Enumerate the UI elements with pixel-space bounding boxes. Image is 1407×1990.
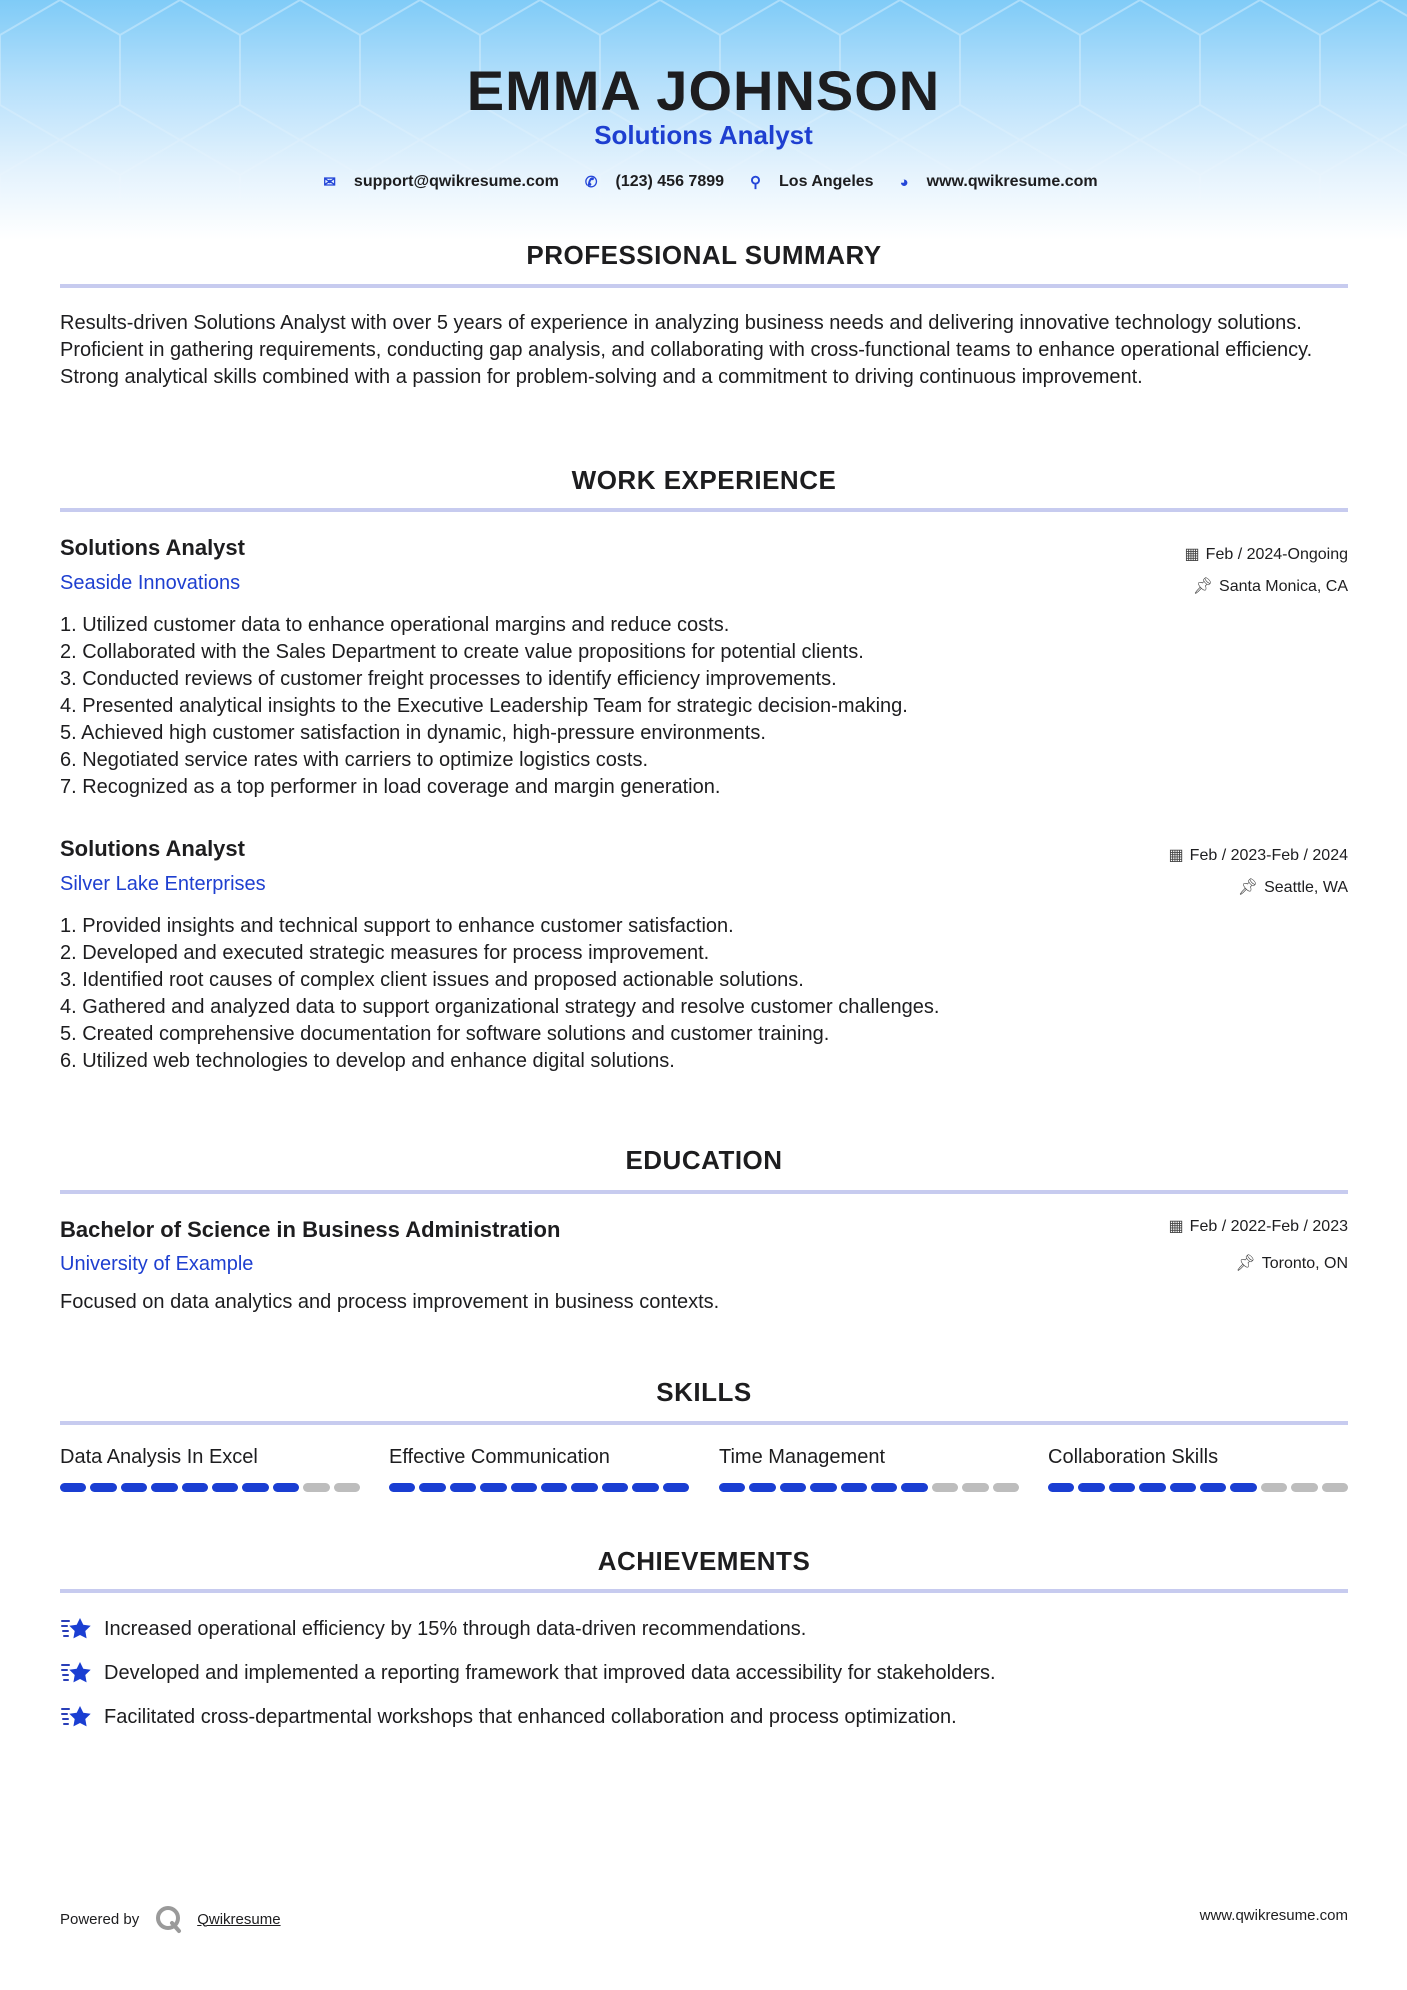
job-title: Solutions Analyst xyxy=(594,120,813,150)
list-item: 6. Utilized web technologies to develop and enhance digital solutions. xyxy=(60,1050,675,1072)
job-bullets-2 xyxy=(60,913,939,1075)
list-item: 3. Identified root causes of complex client issues and proposed actionable solutions. xyxy=(60,969,804,991)
list-item: 1. Provided insights and technical support to enhance customer satisfaction. xyxy=(60,915,734,937)
powered-by-label: Powered by xyxy=(60,1910,140,1928)
candidate-name: EMMA JOHNSON xyxy=(466,59,941,122)
skill-dot-filled xyxy=(571,1483,597,1492)
skill-dot-filled xyxy=(212,1483,238,1492)
divider xyxy=(60,1589,1348,1593)
education-location xyxy=(1235,1253,1348,1273)
globe-icon: ◕ xyxy=(899,173,909,191)
skill-item xyxy=(389,1446,689,1492)
education-heading: EDUCATION xyxy=(625,1145,783,1175)
divider xyxy=(60,1190,1348,1194)
skill-dot-filled xyxy=(389,1483,415,1492)
job-bullets-1 xyxy=(60,612,908,801)
skill-dot-filled xyxy=(242,1483,268,1492)
contact-bar xyxy=(0,173,1407,191)
skill-dot-filled xyxy=(719,1483,745,1492)
job-title-2: Solutions Analyst xyxy=(60,836,245,861)
list-item: 5. Achieved high customer satisfaction in dynamic, high-pressure environments. xyxy=(60,722,766,744)
achievement-item xyxy=(60,1703,957,1731)
skill-name: Effective Communication xyxy=(389,1446,610,1468)
calendar-icon: ▦ xyxy=(1184,546,1200,563)
phone-text: (123) 456 7899 xyxy=(615,173,725,190)
skill-dot-filled xyxy=(871,1483,897,1492)
achievement-item xyxy=(60,1615,806,1643)
calendar-icon: ▦ xyxy=(1168,1218,1184,1235)
skill-dot-filled xyxy=(810,1483,836,1492)
skill-dot-empty xyxy=(1261,1483,1287,1492)
skill-level-bar xyxy=(60,1483,360,1492)
skill-dot-empty xyxy=(932,1483,958,1492)
company-1: Seaside Innovations xyxy=(60,572,241,594)
location-text: Toronto, ON xyxy=(1261,1255,1348,1272)
qwikresume-logo-icon xyxy=(153,1904,183,1934)
website-link[interactable]: www.qwikresume.com xyxy=(926,173,1098,190)
skill-dot-filled xyxy=(901,1483,927,1492)
skill-dot-filled xyxy=(480,1483,506,1492)
achievement-text: Increased operational efficiency by 15% through data-driven recommendations. xyxy=(104,1617,807,1640)
skill-dot-empty xyxy=(993,1483,1019,1492)
footer-website-link[interactable]: www.qwikresume.com xyxy=(1199,1907,1348,1924)
job-location-2 xyxy=(1238,877,1348,897)
location-text: Santa Monica, CA xyxy=(1219,578,1348,595)
skill-dot-empty xyxy=(303,1483,329,1492)
calendar-icon: ▦ xyxy=(1168,847,1184,864)
skill-dot-filled xyxy=(663,1483,689,1492)
skill-item xyxy=(1048,1446,1348,1492)
star-icon xyxy=(60,1659,92,1687)
list-item: 2. Developed and executed strategic measures for process improvement. xyxy=(60,942,710,964)
list-item: 7. Recognized as a top performer in load coverage and margin generation. xyxy=(60,776,721,798)
summary-text: Results-driven Solutions Analyst with over 5 years of experience in analyzing business needs and delivering innovative technology solutions. Proficient in gathering requirements, conducting gap analysis, and collaborating with cross-functional teams to enhance operational efficiency. Strong analytical skills combined with a passion for problem-solving and a commitment to driving continuous improvement. xyxy=(60,312,1313,388)
skill-dot-empty xyxy=(1291,1483,1317,1492)
skill-dot-filled xyxy=(632,1483,658,1492)
achievement-text: Developed and implemented a reporting framework that improved data accessibility for stakeholders. xyxy=(104,1661,996,1684)
email-link[interactable]: support@qwikresume.com xyxy=(353,173,559,190)
skill-dot-empty xyxy=(962,1483,988,1492)
skill-dot-filled xyxy=(90,1483,116,1492)
dates-text: Feb / 2022-Feb / 2023 xyxy=(1189,1218,1348,1235)
envelope-icon: ✉ xyxy=(323,174,336,191)
job-title-1: Solutions Analyst xyxy=(60,535,245,560)
skill-dot-filled xyxy=(1109,1483,1135,1492)
location-text: Seattle, WA xyxy=(1264,879,1348,896)
skill-dot-filled xyxy=(121,1483,147,1492)
skill-name: Data Analysis In Excel xyxy=(60,1446,258,1468)
skill-dot-filled xyxy=(1048,1483,1074,1492)
location-text: Los Angeles xyxy=(779,173,874,190)
list-item: 1. Utilized customer data to enhance operational margins and reduce costs. xyxy=(60,614,730,636)
skill-dot-filled xyxy=(1170,1483,1196,1492)
skill-dot-filled xyxy=(60,1483,86,1492)
divider xyxy=(60,284,1348,288)
achievement-item xyxy=(60,1659,996,1687)
job-dates-1 xyxy=(1185,544,1348,564)
summary-heading: PROFESSIONAL SUMMARY xyxy=(526,240,882,270)
list-item: 4. Presented analytical insights to the Executive Leadership Team for strategic decision-making. xyxy=(60,695,908,717)
skill-dot-empty xyxy=(334,1483,360,1492)
skill-dot-filled xyxy=(541,1483,567,1492)
star-icon xyxy=(60,1703,92,1731)
skill-dot-filled xyxy=(273,1483,299,1492)
skill-dot-filled xyxy=(1139,1483,1165,1492)
skill-dot-filled xyxy=(182,1483,208,1492)
skill-dot-filled xyxy=(602,1483,628,1492)
skill-level-bar xyxy=(719,1483,1019,1492)
skill-dot-filled xyxy=(1200,1483,1226,1492)
degree: Bachelor of Science in Business Administration xyxy=(60,1217,561,1242)
footer-powered-by xyxy=(60,1904,281,1934)
phone-icon: ✆ xyxy=(584,174,598,191)
skill-item xyxy=(60,1446,360,1492)
experience-heading: WORK EXPERIENCE xyxy=(571,465,837,495)
list-item: 6. Negotiated service rates with carriers to optimize logistics costs. xyxy=(60,749,648,771)
list-item: 5. Created comprehensive documentation for software solutions and customer training. xyxy=(60,1023,830,1045)
skill-item xyxy=(719,1446,1019,1492)
list-item: 3. Conducted reviews of customer freight processes to identify efficiency improvements. xyxy=(60,668,837,690)
job-location-1 xyxy=(1193,576,1348,596)
school: University of Example xyxy=(60,1253,254,1275)
divider xyxy=(60,1421,1348,1425)
list-item: 2. Collaborated with the Sales Department to create value propositions for potential clients. xyxy=(60,641,864,663)
skill-dot-filled xyxy=(151,1483,177,1492)
map-pin-icon: ⚲ xyxy=(750,174,762,191)
skill-dot-filled xyxy=(780,1483,806,1492)
skill-dot-filled xyxy=(749,1483,775,1492)
skill-dot-filled xyxy=(450,1483,476,1492)
education-description: Focused on data analytics and process improvement in business contexts. xyxy=(60,1291,720,1313)
pin-icon: 📌︎ xyxy=(1235,1255,1256,1272)
skill-level-bar xyxy=(1048,1483,1348,1492)
dates-text: Feb / 2023-Feb / 2024 xyxy=(1189,847,1348,864)
qwikresume-link[interactable]: Qwikresume xyxy=(197,1910,281,1928)
skill-dot-filled xyxy=(419,1483,445,1492)
achievements-heading: ACHIEVEMENTS xyxy=(597,1546,811,1576)
divider xyxy=(60,508,1348,512)
pin-icon: 📌︎ xyxy=(1192,578,1214,595)
skills-heading: SKILLS xyxy=(656,1377,752,1407)
pin-icon: 📌︎ xyxy=(1237,879,1259,896)
skill-dot-filled xyxy=(841,1483,867,1492)
dates-text: Feb / 2024-Ongoing xyxy=(1205,546,1348,563)
skill-dot-filled xyxy=(1230,1483,1256,1492)
job-dates-2 xyxy=(1169,845,1348,865)
company-2: Silver Lake Enterprises xyxy=(60,873,266,895)
star-icon xyxy=(60,1615,92,1643)
skill-dot-empty xyxy=(1322,1483,1348,1492)
skill-name: Collaboration Skills xyxy=(1048,1446,1219,1468)
skill-name: Time Management xyxy=(719,1446,885,1468)
skill-dot-filled xyxy=(511,1483,537,1492)
achievement-text: Facilitated cross-departmental workshops that enhanced collaboration and process optimization. xyxy=(104,1705,957,1728)
skill-level-bar xyxy=(389,1483,689,1492)
list-item: 4. Gathered and analyzed data to support organizational strategy and resolve customer challenges. xyxy=(60,996,940,1018)
skill-dot-filled xyxy=(1078,1483,1104,1492)
education-dates xyxy=(1169,1216,1348,1236)
